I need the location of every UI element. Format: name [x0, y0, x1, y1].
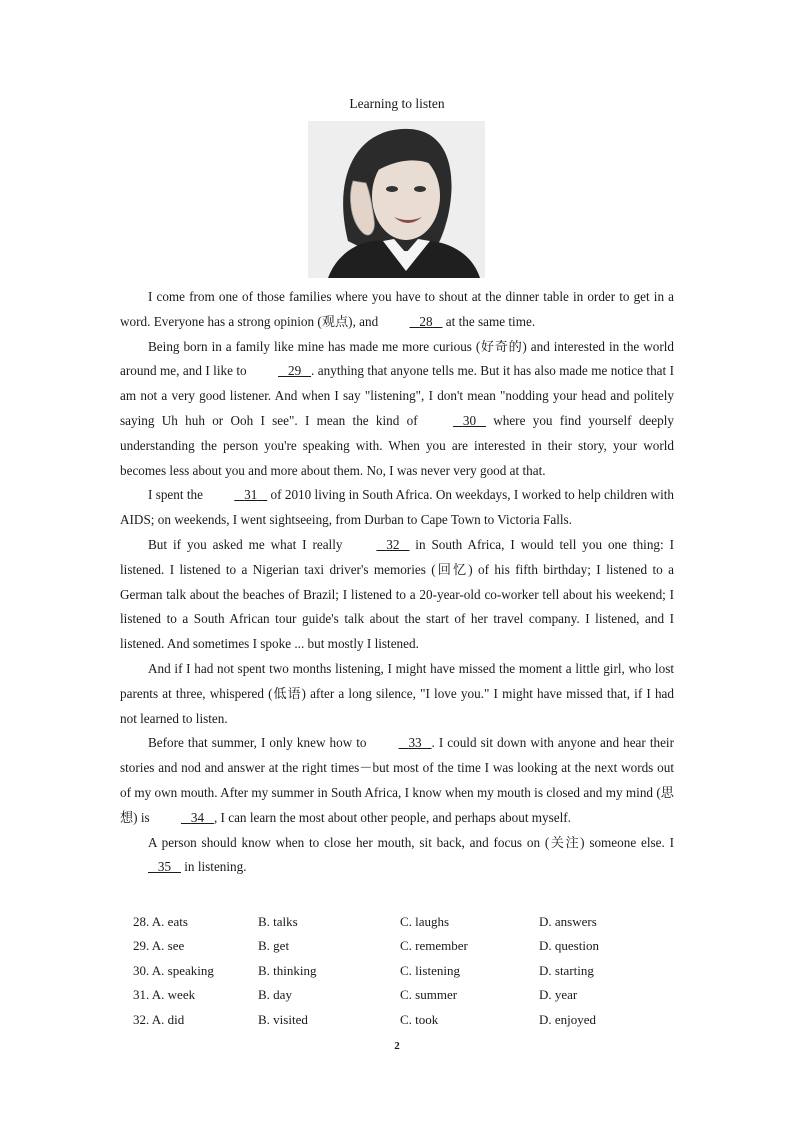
question-29-options — [133, 934, 693, 958]
option-a: 32. A. did — [133, 1011, 185, 1027]
question-30-options — [133, 959, 693, 983]
blank-30: 30 — [462, 412, 477, 428]
option-d: D. question — [539, 938, 599, 954]
paragraph-7: A person should know when to close her mouth, sit back, and focus on (关注) someone else. I 35 in listening. — [120, 831, 674, 881]
paragraph-5: And if I had not spent two months listening, I might have missed the moment a little girl, who lost parents at three, whispered (低语) after a long silence, "I love you." I might have missed that, if I had not learned to listen. — [120, 660, 674, 726]
option-d: D. answers — [539, 914, 597, 929]
paragraph-4: But if you asked me what I really 32 in South Africa, I would tell you one thing: I listened. I listened to a Nigerian taxi driver's memories (回忆) of his fifth birthday; I listened to a German talk about the beaches of Brazil; I listened to a 20-year-old co-worker tell about his weekend; I listened to a South African tour guide's talk about the start of her travel company. I listened, and I listened. And sometimes I spoke ... but mostly I listened. — [120, 533, 674, 657]
option-b: B. day — [258, 987, 292, 1003]
blank-29: 29 — [287, 363, 302, 379]
paragraph-2: Being born in a family like mine has made me more curious (好奇的) and interested in the world around me, and I like to 29 . anything that anyone tells me. But it has also made me notice that I am not a very good listener. And when I say "listening", I don't mean "nodding your head and politely saying Uh huh or Ooh I see". I mean the kind of 30 where you find yourself deeply understanding the person you're speaking with. When you are interested in their story, your world becomes less about you and more about them. No, I was never very good at that. — [120, 338, 674, 478]
passage-title: Learning to listen — [349, 96, 445, 111]
question-28-options — [133, 910, 693, 934]
option-c: C. laughs — [400, 914, 450, 929]
blank-31: 31 — [244, 487, 258, 503]
blank-33: 33 — [408, 735, 422, 751]
answer-options — [133, 910, 693, 1032]
option-a: 28. A. eats — [133, 914, 188, 929]
option-d: D. enjoyed — [539, 1011, 597, 1027]
option-d: D. year — [539, 987, 578, 1003]
option-c: C. summer — [400, 987, 458, 1003]
option-b: B. talks — [258, 914, 298, 929]
paragraph-1: I come from one of those families where you have to shout at the dinner table in order to get in a word. Everyone has a strong opinion (观点), and 28 at the same time. — [120, 285, 674, 335]
page-number: 2 — [394, 1040, 400, 1052]
question-31-options — [133, 983, 693, 1007]
option-c: C. remember — [400, 938, 468, 954]
blank-35: 35 — [157, 859, 172, 875]
paragraph-6: Before that summer, I only knew how to 33 . I could sit down with anyone and hear their stories and nod and answer at the right times－but most of the time I was looking at the next words out of my own mouth. After my summer in South Africa, I know when my mouth is closed and my mind (思想) is 34 , I can learn the most about other people, and perhaps about myself. — [120, 731, 674, 830]
blank-32: 32 — [386, 536, 400, 552]
paragraph-3: I spent the 31 of 2010 living in South Africa. On weekdays, I worked to help children with AIDS; on weekends, I went sightseeing, from Durban to Cape Town to Victoria Falls. — [120, 483, 674, 533]
option-a: 31. A. week — [133, 987, 196, 1003]
passage-body — [120, 285, 674, 880]
option-b: B. get — [258, 938, 290, 954]
blank-34: 34 — [190, 809, 205, 825]
option-c: C. took — [400, 1011, 439, 1027]
option-d: D. starting — [539, 962, 594, 978]
blank-28: 28 — [419, 313, 433, 329]
woman-listening-picture — [308, 121, 485, 278]
woman-listening-illustration — [308, 121, 485, 278]
option-b: B. visited — [258, 1011, 308, 1027]
option-a: 29. A. see — [133, 938, 185, 954]
option-b: B. thinking — [258, 962, 317, 978]
option-c: C. listening — [400, 962, 460, 978]
option-a: 30. A. speaking — [133, 962, 214, 978]
question-32-options — [133, 1008, 693, 1032]
